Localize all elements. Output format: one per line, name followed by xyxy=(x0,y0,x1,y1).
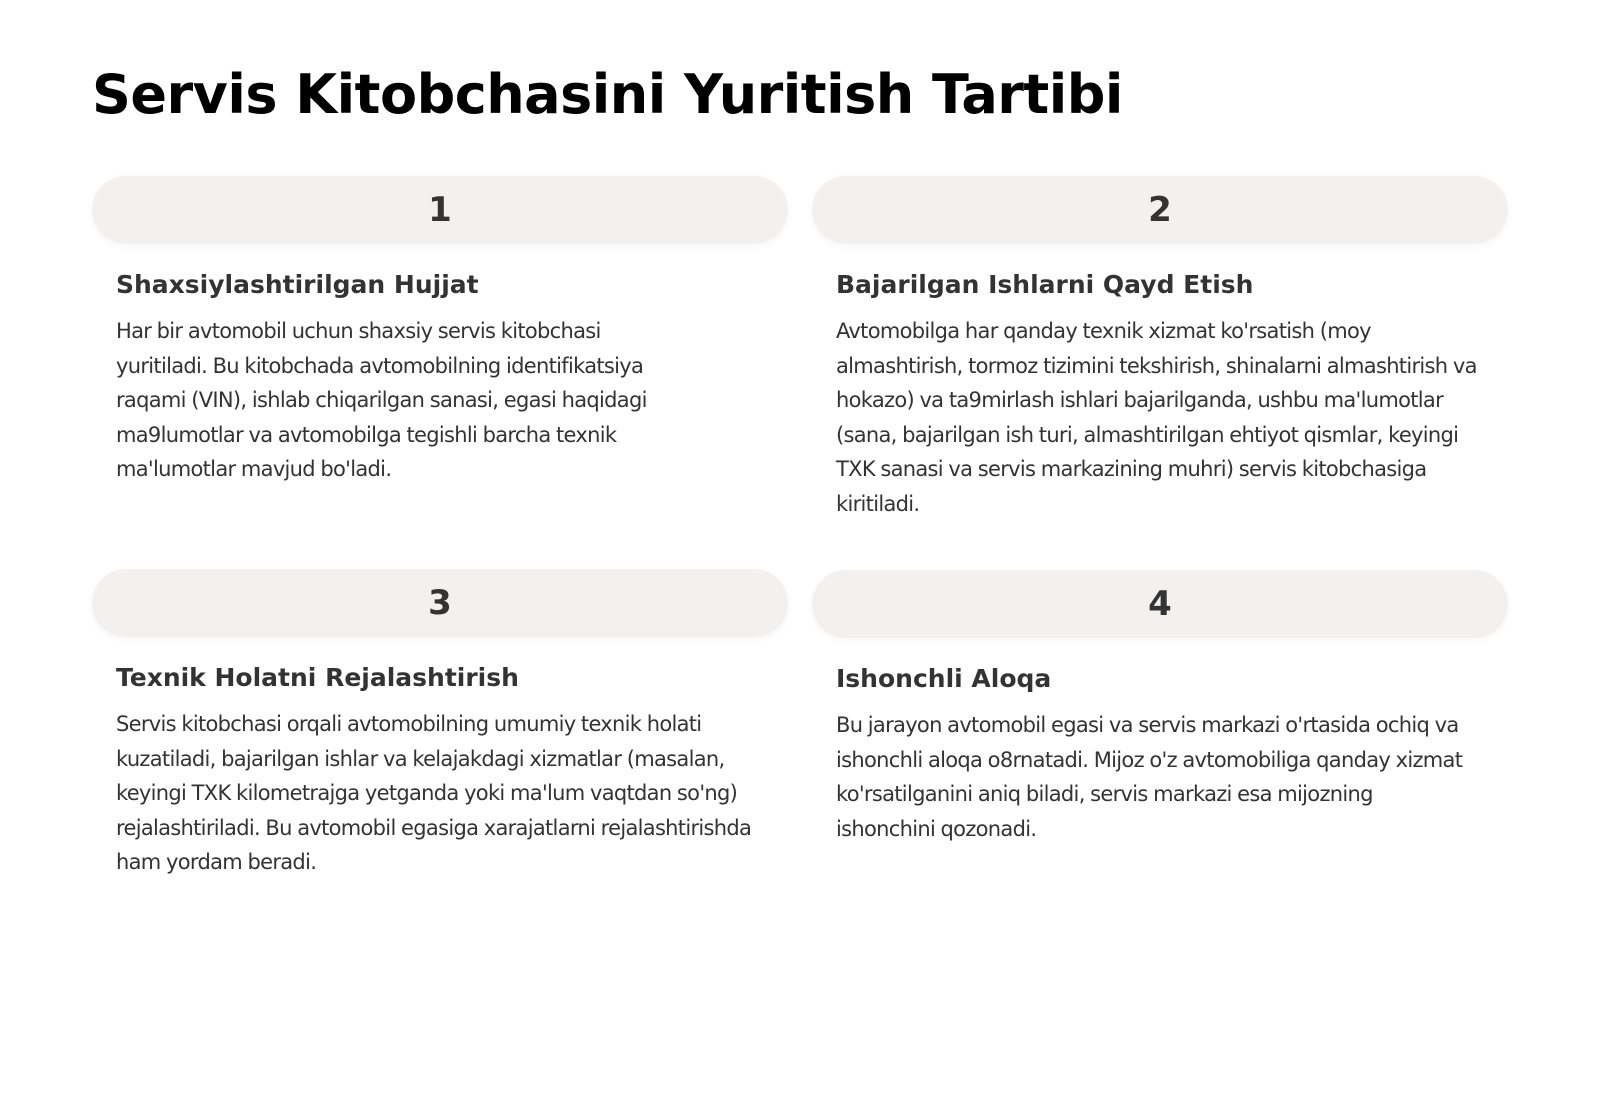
step-description: Avtomobilga har qanday texnik xizmat ko'rsatish (moy almashtirish, tormoz tizimini tekshirish, shinalarni almashtirish va hokazo) va ta9mirlash ishlari bajarilganda, ushbu ma'lumotlar (sana, bajarilgan ish turi, almashtirilgan ehtiyot qismlar, keyingi TXK sanasi va servis markazining muhri) servis kitobchasiga kiritiladi. xyxy=(836,319,1477,516)
step-card-4 xyxy=(812,570,1508,846)
step-number: 4 xyxy=(1148,584,1172,624)
step-number: 3 xyxy=(428,583,452,623)
step-card-body xyxy=(812,638,1508,846)
step-card-2 xyxy=(812,176,1508,521)
step-title: Texnik Holatni Rejalashtirish xyxy=(116,663,519,692)
step-number: 1 xyxy=(428,190,452,230)
step-title: Bajarilgan Ishlarni Qayd Etish xyxy=(836,270,1254,299)
step-title: Ishonchli Aloqa xyxy=(836,664,1052,693)
step-description: Servis kitobchasi orqali avtomobilning umumiy texnik holati kuzatiladi, bajarilgan ishlar va kelajakdagi xizmatlar (masalan, keyingi TXK kilometrajga yetganda yoki ma'lum vaqtdan so'ng) rejalashtiriladi. Bu avtomobil egasiga xarajatlarni rejalashtirishda ham yordam beradi. xyxy=(116,712,752,874)
step-description: Bu jarayon avtomobil egasi va servis markazi o'rtasida ochiq va ishonchli aloqa o8rnatadi. Mijoz o'z avtomobiliga qanday xizmat ko'rsatilganini aniq biladi, servis markazi esa mijozning ishonchini qozonadi. xyxy=(836,713,1463,841)
step-number-badge xyxy=(92,176,788,244)
step-card-body xyxy=(92,244,788,487)
step-title: Shaxsiylashtirilgan Hujjat xyxy=(116,270,479,299)
page-title: Servis Kitobchasini Yuritish Tartibi xyxy=(92,63,1123,126)
step-card-body xyxy=(812,244,1508,521)
step-number-badge xyxy=(812,176,1508,244)
step-number: 2 xyxy=(1148,190,1172,230)
step-card-body xyxy=(92,637,788,880)
step-description: Har bir avtomobil uchun shaxsiy servis kitobchasi yuritiladi. Bu kitobchada avtomobilning identifikatsiya raqami (VIN), ishlab chiqarilgan sanasi, egasi haqidagi ma9lumotlar va avtomobilga tegishli barcha texnik ma'lumotlar mavjud bo'ladi. xyxy=(116,319,647,481)
step-number-badge xyxy=(812,570,1508,638)
step-card-3 xyxy=(92,569,788,880)
step-number-badge xyxy=(92,569,788,637)
step-card-1 xyxy=(92,176,788,487)
